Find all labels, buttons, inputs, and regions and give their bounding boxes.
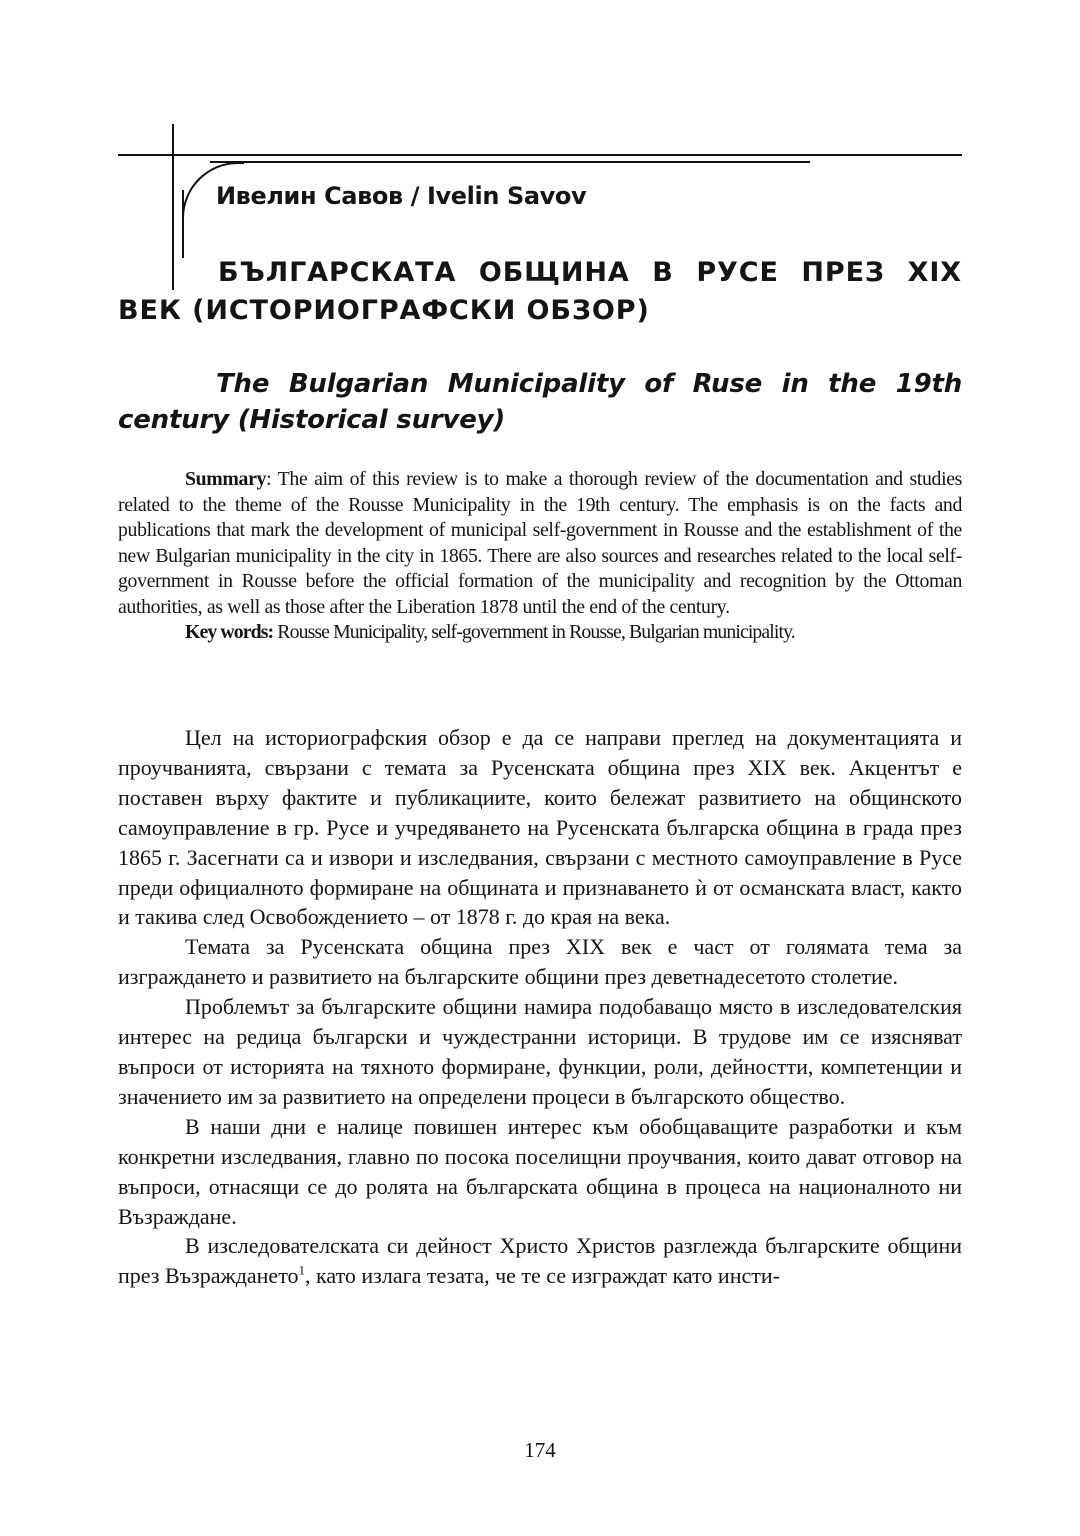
keywords-text: Rousse Municipality, self-government in Rousse, Bulgarian municipality. xyxy=(273,621,795,643)
summary-block xyxy=(118,467,962,646)
page-number: 174 xyxy=(524,1438,556,1462)
header-ornament-vertical xyxy=(182,190,184,258)
header-rule-horizontal-inner xyxy=(210,161,810,163)
article-title: БЪЛГАРСКАТА ОБЩИНА В РУСЕ ПРЕЗ XIX ВЕК (ИСТОРИОГРАФСКИ ОБЗОР) xyxy=(118,257,962,326)
summary-paragraph xyxy=(118,467,962,620)
body-paragraph-2: Темата за Русенската община през XIX век е част от голямата тема за изграждането и развитието на българските общини през деветнадесетото столетие. xyxy=(118,934,962,990)
summary-label: Summary xyxy=(185,468,267,490)
body-paragraph-1: Цел на историографския обзор е да се направи преглед на документацията и проучванията, свързани с темата за Русенската община през XIX век. Акцентът е поставен върху фактите и публикациите, които бележат развитието на общинското самоуправление в гр. Русе и учредяването на Русенската българска община в града през 1865 г. Засегнати са и извори и изследвания, свързани с местното самоуправление в Русе преди официалното формиране на общината и признаването ѝ от османската власт, както и такива след Освобождението – от 1878 г. до края на века. xyxy=(118,725,962,930)
body-paragraph-4: В наши дни е налице повишен интерес към обобщаващите разработки и към конкретни изследвания, главно по посока поселищни проучвания, които дават отговор на въпроси, отнасящи се до ролята на българската община в процеса на националното ни Възраждане. xyxy=(118,1113,962,1229)
body-paragraph-3: Проблемът за българските общини намира подобаващо място в изследователския интерес на редица български и чуждестранни историци. В трудове им се изясняват въпроси от историята на тяхното формиране, функции, роли, дейностти, компетенции и значението им за развитието на определени процеси в българското общество. xyxy=(118,994,962,1109)
header-rule-horizontal xyxy=(118,154,962,156)
body-text xyxy=(118,723,962,1291)
article-subtitle: The Bulgarian Municipality of Ruse in the 19th century (Historical survey) xyxy=(118,369,962,435)
summary-text: : The aim of this review is to make a thorough review of the documentation and studies related to the theme of the Rousse Municipality in the 19th century. The emphasis is on the facts and publications that mark the development of municipal self-government in Rousse and the establishment of the new Bulgarian municipality in the city in 1865. There are also sources and researches related to the local self-government in Rousse before the official formation of the municipality and recognition by the Ottoman authorities, as well as those after the Liberation 1878 until the end of the century. xyxy=(118,468,962,618)
body-paragraph-5-start: В изследователската си дейност Христо Христов разглежда българските общини през Възраждането xyxy=(118,1233,962,1289)
keywords-label: Key words: xyxy=(185,621,274,643)
author-name: Ивелин Савов / Ivelin Savov xyxy=(216,182,587,210)
body-paragraph-5 xyxy=(118,1231,962,1291)
footnote-reference[interactable]: 1 xyxy=(298,1262,306,1278)
body-paragraph-5-end: , като излага тезата, че те се изграждат като инсти- xyxy=(305,1263,780,1289)
keywords-paragraph xyxy=(118,620,962,646)
